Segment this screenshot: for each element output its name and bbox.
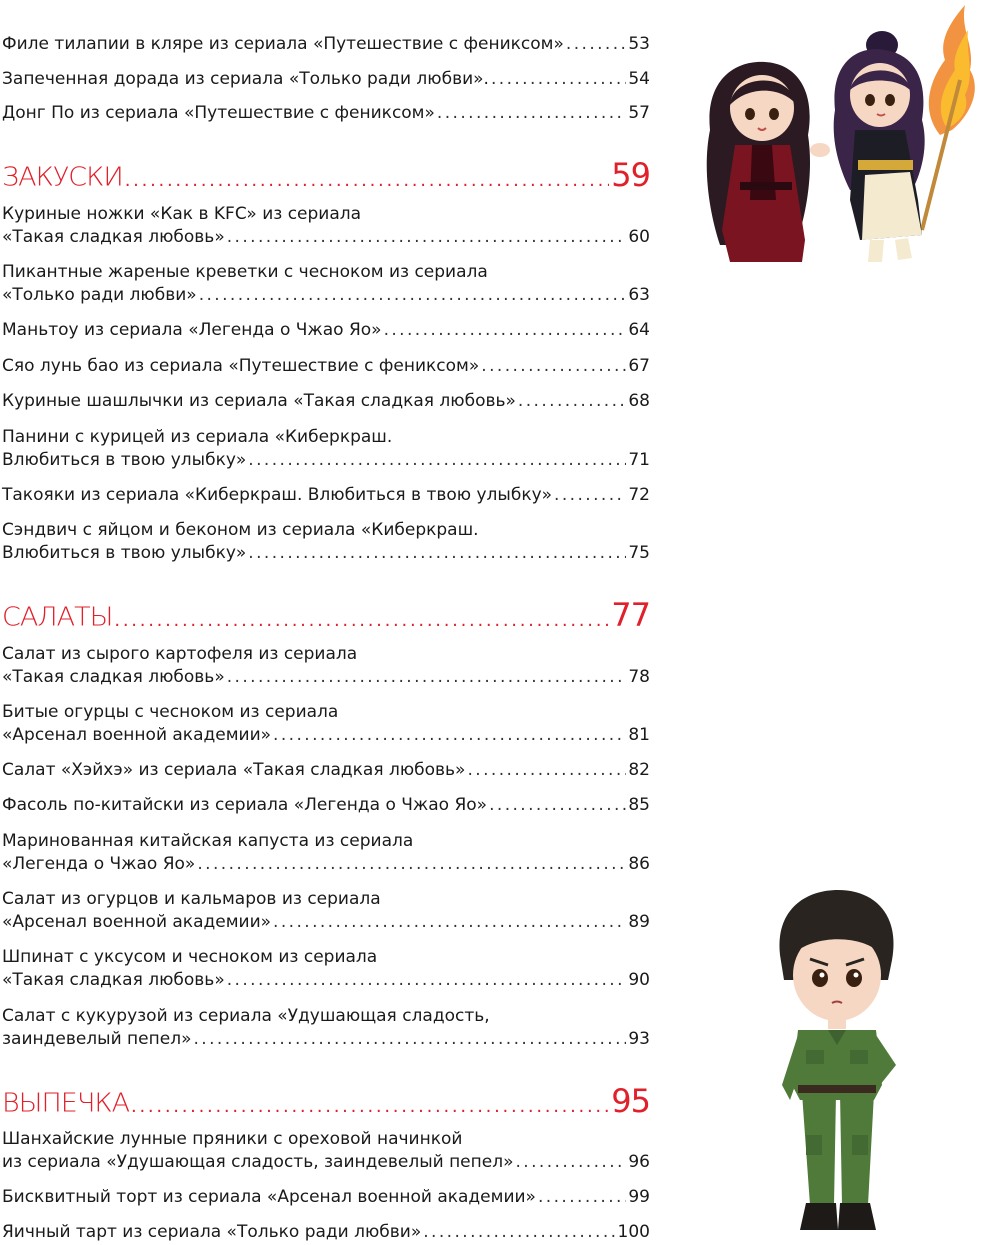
page-number: 89: [628, 912, 650, 932]
entry-title: Панини с курицей из сериала «Киберкраш.: [2, 427, 393, 447]
leader-dots: [516, 1151, 627, 1173]
entry-title: Битые огурцы с чесноком из сериала: [2, 702, 339, 722]
section-title: ВЫПЕЧКА: [2, 1088, 130, 1119]
page-number: 82: [628, 760, 650, 780]
toc-entry: [2, 390, 650, 412]
entry-title: Куриные ножки «Как в KFC» из сериала: [2, 204, 362, 224]
section-title: САЛАТЫ: [2, 602, 113, 633]
page-number: 86: [628, 854, 650, 874]
leader-dots: [384, 319, 627, 341]
toc-entry: [2, 888, 650, 933]
toc-entry: [2, 759, 650, 781]
leader-dots: [467, 759, 626, 781]
entry-title-cont: «Легенда о Чжао Яо»: [2, 854, 196, 874]
entry-title-cont: из сериала «Удушающая сладость, заиндевелый пепел»: [2, 1152, 514, 1172]
page-number: 78: [628, 667, 650, 687]
entry-title-cont: Влюбиться в твою улыбку»: [2, 450, 247, 470]
chibi-soldier-illustration: [770, 885, 905, 1240]
leader-dots: [248, 449, 626, 471]
section-heading: [2, 596, 650, 634]
entry-title-cont: Влюбиться в твою улыбку»: [2, 543, 247, 563]
toc-entry: [2, 319, 650, 341]
page-number: 67: [628, 356, 650, 376]
entry-title-cont: «Арсенал военной академии»: [2, 912, 272, 932]
entry-title: Салат из сырого картофеля из сериала: [2, 644, 358, 664]
page-number: 75: [628, 543, 650, 563]
toc-entry: [2, 1128, 650, 1173]
chibi-couple-illustration: [690, 0, 990, 275]
section-heading: [2, 1082, 650, 1120]
page-number: 93: [628, 1029, 650, 1049]
section-page-number: 59: [611, 156, 650, 194]
entry-title: Салат из огурцов и кальмаров из сериала: [2, 889, 381, 909]
entry-title: Сэндвич с яйцом и беконом из сериала «Киберкраш.: [2, 520, 479, 540]
section-page-number: 95: [611, 1082, 650, 1120]
leader-dots: [273, 911, 626, 933]
page-number: 71: [628, 450, 650, 470]
leader-dots: [423, 1221, 615, 1243]
toc-entry: [2, 261, 650, 306]
leader-dots: [197, 853, 626, 875]
leader-dots: [273, 724, 626, 746]
page-number: 90: [628, 970, 650, 990]
page-number: 54: [628, 69, 650, 89]
toc-entry: [2, 484, 650, 506]
entry-title: Фасоль по-китайски из сериала «Легенда о Чжао Яо»: [2, 795, 488, 815]
entry-title: Бисквитный торт из сериала «Арсенал военной академии»: [2, 1187, 536, 1207]
section-heading: [2, 156, 650, 194]
leader-dots: [227, 226, 627, 248]
toc-entry: [2, 102, 650, 124]
toc-entry: [2, 643, 650, 688]
entry-title: Шпинат с уксусом и чесноком из сериала: [2, 947, 378, 967]
entry-title: Маринованная китайская капуста из сериала: [2, 831, 414, 851]
entry-title: Сяо лунь бао из сериала «Путешествие с фениксом»: [2, 356, 480, 376]
leader-dots: [554, 484, 626, 506]
leader-dots: [199, 284, 627, 306]
entry-title: Филе тилапии в кляре из сериала «Путешествие с фениксом»: [2, 34, 564, 54]
leader-dots: [491, 68, 626, 90]
toc-entry: [2, 794, 650, 816]
toc-entry: [2, 1186, 650, 1208]
entry-title-cont: заиндевелый пепел»: [2, 1029, 192, 1049]
toc-entry: [2, 830, 650, 875]
page-number: 81: [628, 725, 650, 745]
entry-title-cont: «Такая сладкая любовь»: [2, 227, 225, 247]
entry-title: Пикантные жареные креветки с чесноком из сериала: [2, 262, 488, 282]
entry-title-cont: «Только ради любви»: [2, 285, 197, 305]
section-title: ЗАКУСКИ: [2, 162, 123, 193]
entry-title: Яичный тарт из сериала «Только ради любви»: [2, 1222, 422, 1242]
entry-title: Куриные шашлычки из сериала «Такая сладкая любовь»: [2, 391, 516, 411]
leader-dots: [518, 390, 626, 412]
toc-entry: [2, 355, 650, 377]
entry-title-cont: «Арсенал военной академии»: [2, 725, 272, 745]
toc-entry: [2, 519, 650, 564]
page-number: 99: [628, 1187, 650, 1207]
entry-title: Салат «Хэйхэ» из сериала «Такая сладкая любовь»: [2, 760, 466, 780]
page-number: 85: [628, 795, 650, 815]
toc-entry: [2, 1005, 650, 1050]
page-number: 53: [628, 34, 650, 54]
leader-dots: [437, 102, 626, 124]
entry-title-cont: «Такая сладкая любовь»: [2, 970, 225, 990]
entry-title: Маньтоу из сериала «Легенда о Чжао Яо»: [2, 320, 382, 340]
leader-dots: [131, 1096, 609, 1117]
page-number: 72: [628, 485, 650, 505]
entry-title: Донг По из сериала «Путешествие с фениксом»: [2, 103, 435, 123]
page-number: 68: [628, 391, 650, 411]
toc-entry: [2, 1221, 650, 1243]
entry-title-cont: «Такая сладкая любовь»: [2, 667, 225, 687]
entry-title: Такояки из сериала «Киберкраш. Влюбиться в твою улыбку»: [2, 485, 553, 505]
toc-entry: [2, 701, 650, 746]
leader-dots: [481, 355, 626, 377]
page-number: 63: [628, 285, 650, 305]
section-page-number: 77: [611, 596, 650, 634]
leader-dots: [538, 1186, 626, 1208]
leader-dots: [248, 542, 626, 564]
leader-dots: [125, 170, 610, 191]
leader-dots: [489, 794, 626, 816]
page-number: 57: [628, 103, 650, 123]
leader-dots: [193, 1028, 626, 1050]
page-number: 96: [628, 1152, 650, 1172]
entry-title: Запеченная дорада из сериала «Только ради любви».: [2, 69, 489, 89]
toc-entry: [2, 946, 650, 991]
page-number: 60: [628, 227, 650, 247]
leader-dots: [114, 610, 609, 631]
entry-title: Салат с кукурузой из сериала «Удушающая сладость,: [2, 1006, 490, 1026]
toc-entry: [2, 203, 650, 248]
leader-dots: [227, 969, 627, 991]
page-number: 64: [628, 320, 650, 340]
toc-entry: [2, 33, 650, 55]
entry-title: Шанхайские лунные пряники с ореховой начинкой: [2, 1129, 463, 1149]
leader-dots: [227, 666, 627, 688]
toc-entry: [2, 68, 650, 90]
page-number: 100: [617, 1222, 650, 1242]
leader-dots: [566, 33, 626, 55]
toc-entry: [2, 426, 650, 471]
